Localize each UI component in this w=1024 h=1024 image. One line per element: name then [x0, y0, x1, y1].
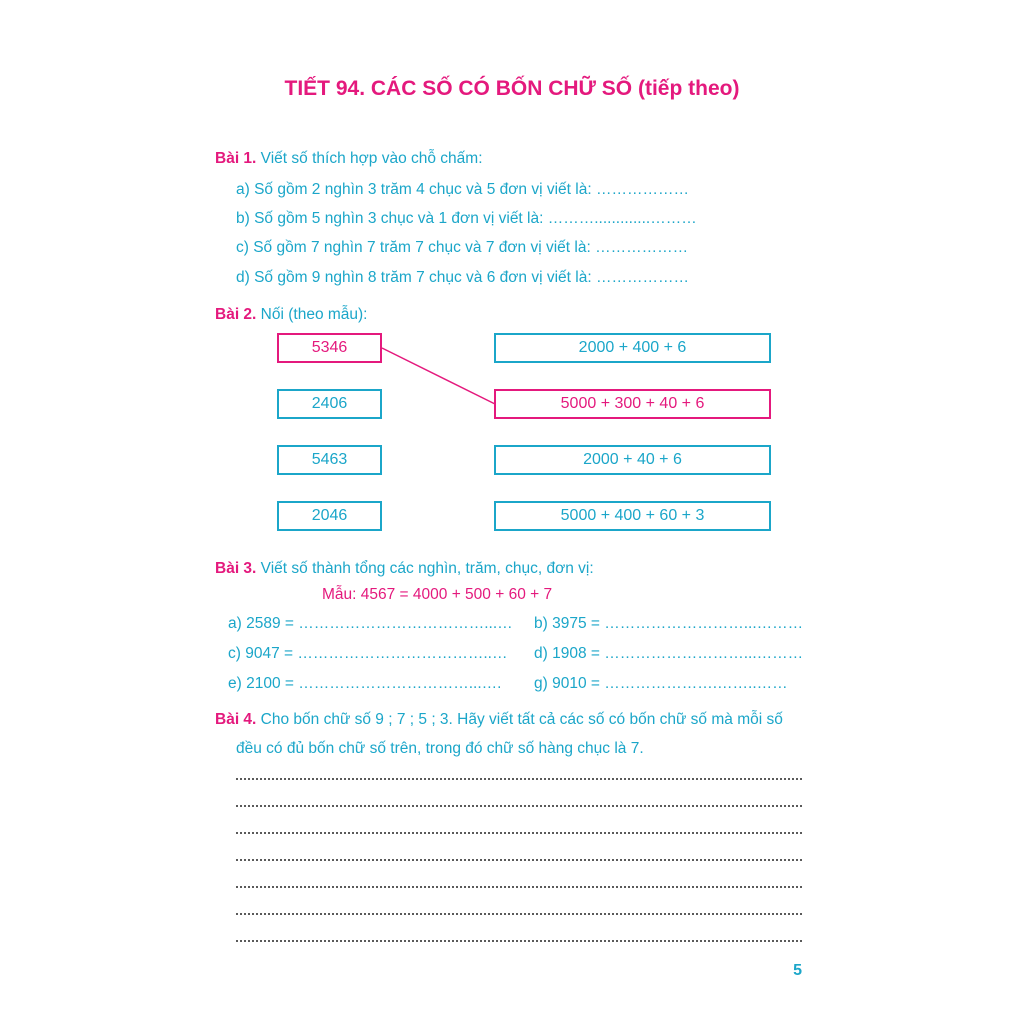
bai1-label: Bài 1.: [215, 150, 257, 167]
bai3-item-g: g) 9010 = ………………….……..……: [534, 675, 788, 692]
bai3-item-b: b) 3975 = ………………………...………: [534, 615, 804, 632]
right-sum-box-2[interactable]: 5000 + 300 + 40 + 6: [494, 389, 771, 419]
answer-line-1[interactable]: [236, 778, 802, 780]
bai1-item-c: c) Số gồm 7 nghìn 7 trăm 7 chục và 7 đơn vị viết là: ………………: [236, 239, 689, 256]
bai1-item-a: a) Số gồm 2 nghìn 3 trăm 4 chục và 5 đơn vị viết là: ………………: [236, 181, 689, 198]
right-sum-box-1[interactable]: 2000 + 400 + 6: [494, 333, 771, 363]
left-number-box-1[interactable]: 5346: [277, 333, 382, 363]
bai3-instruction: Viết số thành tổng các nghìn, trăm, chục, đơn vị:: [260, 560, 594, 577]
sample-connector-line: [382, 348, 495, 404]
answer-line-7[interactable]: [236, 940, 802, 942]
bai3-item-d: d) 1908 = ………………………...………: [534, 645, 804, 662]
bai4-instruction-2: đều có đủ bốn chữ số trên, trong đó chữ số hàng chục là 7.: [236, 740, 644, 757]
bai4-instruction-1: Cho bốn chữ số 9 ; 7 ; 5 ; 3. Hãy viết tất cả các số có bốn chữ số mà mỗi số: [260, 711, 783, 728]
bai3-item-e: e) 2100 = ……………………………...….: [228, 675, 502, 692]
bai1-item-d: d) Số gồm 9 nghìn 8 trăm 7 chục và 6 đơn vị viết là: ………………: [236, 269, 689, 286]
bai3-label: Bài 3.: [215, 560, 257, 577]
bai4-label: Bài 4.: [215, 711, 257, 728]
left-number-box-3[interactable]: 5463: [277, 445, 382, 475]
page-number: 5: [793, 962, 802, 979]
answer-line-2[interactable]: [236, 805, 802, 807]
answer-line-5[interactable]: [236, 886, 802, 888]
bai2-label: Bài 2.: [215, 306, 257, 323]
bai4-line-1: [215, 711, 783, 729]
bai3-item-c: c) 9047 = ………………………………..…: [228, 645, 508, 662]
answer-line-6[interactable]: [236, 913, 802, 915]
right-sum-box-3[interactable]: 2000 + 40 + 6: [494, 445, 771, 475]
left-number-box-4[interactable]: 2046: [277, 501, 382, 531]
bai3-item-a: a) 2589 = ………………………………...…: [228, 615, 513, 632]
bai2-instruction: Nối (theo mẫu):: [260, 306, 368, 323]
bai1-instruction: Viết số thích hợp vào chỗ chấm:: [260, 150, 483, 167]
answer-line-4[interactable]: [236, 859, 802, 861]
right-sum-box-4[interactable]: 5000 + 400 + 60 + 3: [494, 501, 771, 531]
left-number-box-2[interactable]: 2406: [277, 389, 382, 419]
bai3-example: Mẫu: 4567 = 4000 + 500 + 60 + 7: [322, 586, 553, 603]
answer-line-3[interactable]: [236, 832, 802, 834]
bai3-heading: [215, 560, 594, 578]
page-title: TIẾT 94. CÁC SỐ CÓ BỐN CHỮ SỐ (tiếp theo): [284, 77, 740, 100]
bai1-item-b: b) Số gồm 5 nghìn 3 chục và 1 đơn vị viết là: ……….............………: [236, 210, 697, 227]
